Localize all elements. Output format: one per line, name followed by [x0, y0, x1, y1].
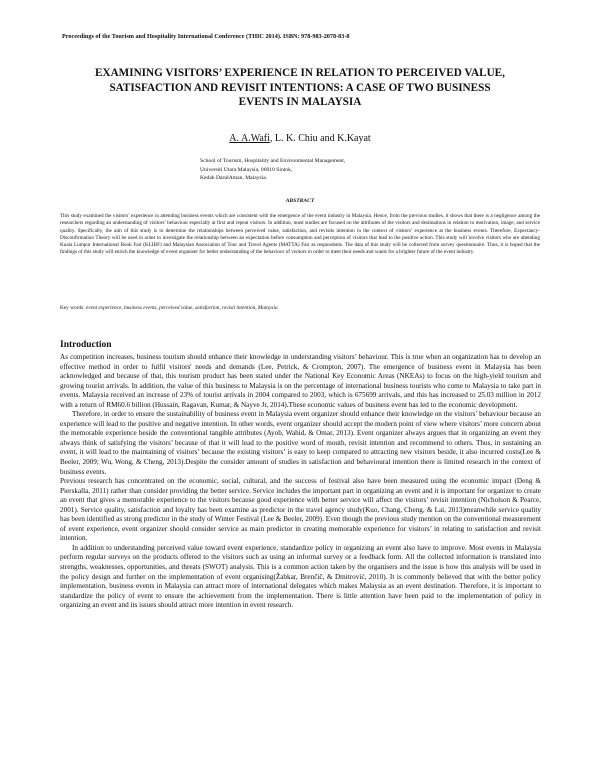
keywords-values: event experience, business events, perceived value, satisfaction, revisit intention, Malaysia — [85, 305, 278, 311]
affiliation-line-3: Kedah DarulAman, Malaysia. — [200, 175, 268, 181]
paragraph-4: In addition to understanding perceived value toward event experience, standardize policy in organizing an event also have to improve. Most events in Malaysia perform regular surveys on the products offered to the visitors such as using an informal survey or a feedback form. All the collected information is translated into strengths, weaknesses, opportunities, and threats (SWOT) analysis. This is a common action taken by the organisers and the issue is how this analysis will be used in the policy design and further on the implementation of event organising(Žabkar, Brenčič, & Dmitrović, 2010). It is commonly believed that with the better policy implementation, business events in Malaysia can attract more of international delegates which makes Malaysia as an event destination. Therefore, it is important to standardize the policy of event to ensure the achievement from the implementation. There is little attention have been paid to the implementation of policy in organizing an event and its issues should attract more intention in event research. — [60, 543, 541, 610]
paragraph-1: As competition increases, business tourism should enhance their knowledge in understanding visitors’ behaviour. This is true when an organization has to develop an effective method in order to fulfil visitors' needs and demands (Lee, Petrick, & Crompton, 2007). The emergence of business event in Malaysia has been acknowledged and because of that, this tourism product has been stated under the National Key Economic Areas (NKEAs) to focus on the high-yield tourism and growing tourist arrivals. In addition, the value of this business to Malaysia is on the percentage of international business tourists who come to Malaysia to take part in events. Malaysia received an increase of 23% of tourist arrivals in 2004 compared to 2003, which is 675699 arrivals, and this has increased to 25.03 million in 2012 with a return of RM60.6 billion (Hussain, Ragavan, Kumar, & Nayve Jr, 2014).These economic values of business event has led to the economic development. — [60, 353, 541, 409]
keywords-label: Key words: — [60, 305, 86, 311]
affiliation-line-2: Universiti Utara Malaysia, 06010 Sintok, — [200, 166, 293, 173]
abstract-heading: ABSTRACT — [285, 198, 315, 204]
paper-title — [62, 66, 538, 110]
introduction-body — [60, 353, 541, 611]
title-line-1: EXAMINING VISITORS’ EXPERIENCE IN RELATION TO PERCEIVED VALUE, — [95, 67, 505, 79]
first-author: A. A.Wafi — [229, 133, 270, 144]
paragraph-2: Therefore, in order to ensure the sustainability of business event in Malaysia event organizer should enhance their knowledge on the visitors’ behaviour because an experience will lead to the positive and negative intention. In other words, event organizer should accept the modern point of view where visitors’ more concern about the memorable experience beside the conventional tangible attributes (Ayob, Wahid, & Omar, 2013). Event organizer always argues that in organizing an event they always think of satisfying the visitors’ because of that it will lead to the positive word of mouth, revisit intention and recommend to others. Thus, in sustaining an event, it will lead to the maintaining of visitors’ because the existing visitors’ is easy to keep compared to attracting new visitors beside, it also incurred costs(Lee & Beeler, 2009; Wu, Wong, & Cheng, 2013).Despite the consider amount of studies in satisfaction and behavioural intention there is limited research in the context of business events. — [60, 410, 541, 476]
abstract-text: This study examined the visitors’ experience in attending business events which are consistent with the emergence of the event industry in Malaysia. Hence, from the previous studies, it shows that there is a negligence among the researchers regarding an understanding of visitors’ behaviour especially at first and repeat visitors. In addition, most studies are focused on the attributes of the visitors and destinations in relation to motivation, image, and service quality. Specifically, the aim of this study is to determine the relationships between perceived value, satisfaction, and revisits intention in the context of visitors’ experience at the business events. Therefore, Expectancy-Disconfirmation Theory will be used in order to investigate the relationship between an expectation before consumption and perception of visitors that lead to the positive action. This study will involve visitors who are attending Kuala Lumpur International Book Fair (KLIBF) and Malaysian Association of Tour and Travel Agents (MATTA) Fair as respondents. The data of this study will be collected from survey questionnaire. Thus, it is hoped that the findings of this study will enrich the knowledge of event organiser for better understanding of the behaviour of visitors in order to meet their needs and wants for a brighter future of the event industry. — [60, 213, 540, 256]
affiliation — [200, 157, 345, 183]
other-authors: , L. K. Chiu and K.Kayat — [269, 133, 371, 144]
title-line-2: SATISFACTION AND REVISIT INTENTIONS: A CASE OF TWO BUSINESS — [109, 81, 491, 94]
keywords — [60, 305, 278, 311]
section-heading-introduction: Introduction — [60, 340, 112, 350]
author-list — [0, 133, 600, 144]
title-line-3: EVENTS IN MALAYSIA — [238, 96, 362, 108]
proceedings-header: Proceedings of the Tourism and Hospitality International Conference (THIC 2014). ISBN: 978-983-2078-83-8 — [62, 33, 350, 40]
affiliation-line-1: School of Tourism, Hospitality and Environmental Management, — [200, 158, 346, 164]
paragraph-3: Previous research has concentrated on the economic, social, cultural, and the success of festival also have been measured using the economic impact (Deng & Pierskalla, 2011) rather than consider providing the better service. Service includes the important part in organizing an event and it is important for organizer to create an event that gives a memorable experience to the visitors because good experience with better service will affect the visitors’ revisit intention (Nicholson & Pearce, 2001). Service quality, satisfaction and loyalty has been examine as predictor in the travel agency study(Kuo, Chang, Cheng, & Lai, 2013)meanwhile service quality has been identified as strong predictor in the study of Winter Festival (Lee & Beeler, 2009). Even though the previous study mention on the conventional measurement of event experience, event organizer should consider service as main predictor in creating memorable experience for visitors’ in relating to satisfaction and revisit intention. — [60, 477, 541, 543]
